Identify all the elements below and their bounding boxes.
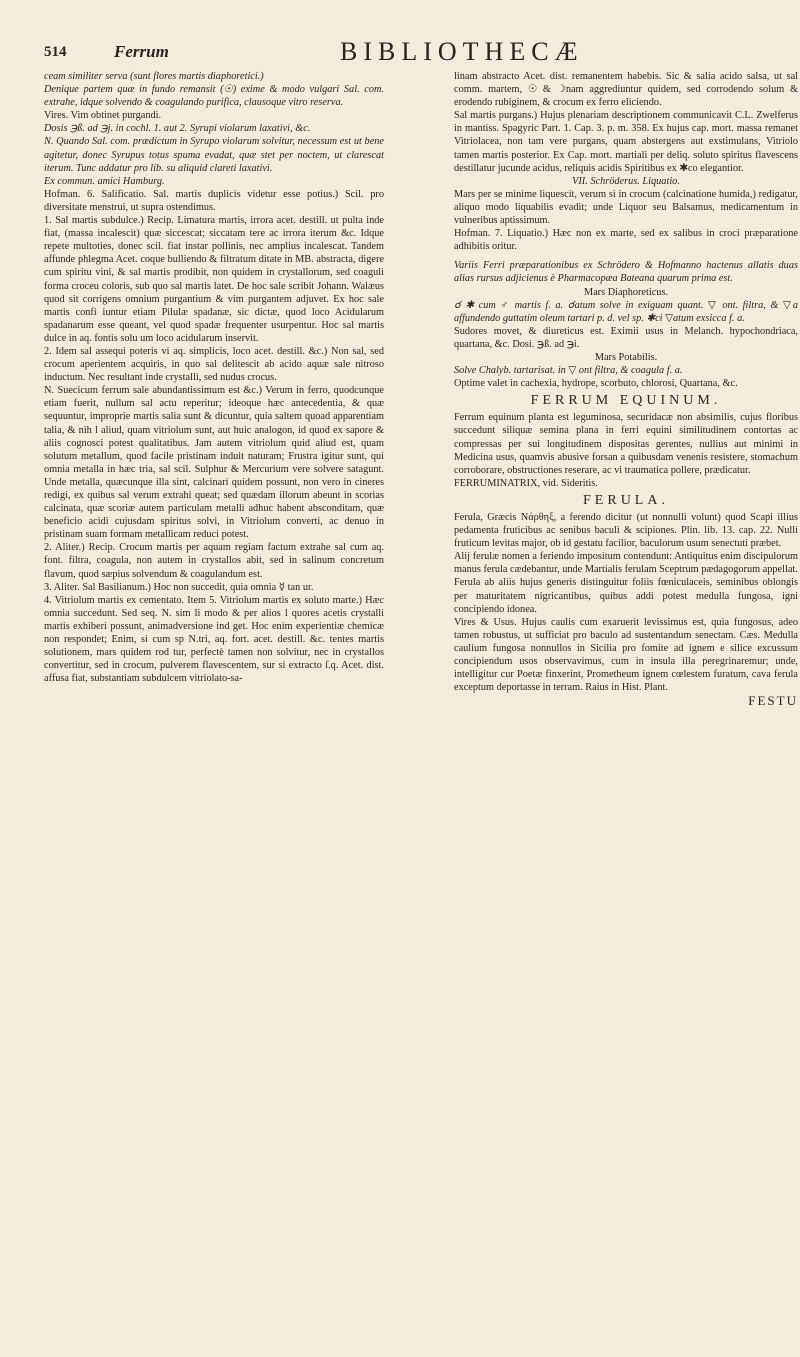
paragraph: Sudores movet, & diureticus est. Eximii usus in Melanch. hypochondriaca, quartana, &c. Dosi. ℈ß. ad ℈i. <box>454 325 798 350</box>
text-columns <box>44 70 798 1340</box>
paragraph: Solve Chalyb. tartarisat. in ▽ ont filtra, & coagula f. a. <box>454 365 683 377</box>
paragraph: Hofman. 7. Liquatio.) Hæc non ex marte, sed ex salibus in croci præparatione adhibitis oritur. <box>454 228 798 253</box>
paragraph: FERRUMINATRIX, vid. Sideritis. <box>454 477 598 489</box>
paragraph: 2. Aliter.) Recip. Crocum martis per aquam regiam factum extrahe sal cum aq. font. filtra, coagula, non autem in crystallos abit, sed in salinum concretum flavum, quod sæpius solvendum & coagulandum est. <box>44 542 384 580</box>
page-number: 514 <box>44 44 67 60</box>
paragraph: Sal martis purgans.) Hujus plenariam descriptionem communicavit C.L. Zwelferus in mantiss. Spagyric Part. 1. Cap. 3. p. m. 358. Ex hujus cap. mort. massa remanet Vitriolacea, non tam vere purgans, quam abstergens aut exstimulans, Vitriolo tamen martis posterior. Ex Cap. mort. martiali per deliq. soluto spiritus flavescens destillatur jucunde acidus, reliquis acidis Spiritibus ex ✱co elegantior. <box>454 110 798 174</box>
paragraph: Optime valet in cachexia, hydrope, scorbuto, chlorosi, Quartana, &c. <box>454 378 738 390</box>
paragraph: Hofman. 6. Salificatio. Sal. martis duplicis videtur esse potius.) Scil. pro diversitate menstrui, ut supra ostendimus. <box>44 188 384 213</box>
paragraph: ceam similiter serva (sunt flores martis diaphoretici.) <box>44 71 264 82</box>
running-word: Ferrum <box>114 42 169 61</box>
paragraph: VII. Schröderus. Liquatio. <box>572 175 680 187</box>
paragraph: Dosis ℈ß. ad ℈j. in cochl. 1. aut 2. Syrupi violarum laxativi, &c. <box>44 123 311 135</box>
paragraph: Vires & Usus. Hujus caulis cum exaruerit levissimus est, quia fungosus, adeo tamen robustus, ut sufficiat pro baculo ad sustentandum senectam. Cæs. Medulla caulium fungosa nonnullos in Sicilia pro fomite ad ignem e silice excussum concipiendum usos observavimus, cum in insula illa peregrinaremur; unde, intelligitur cur Poetæ finxerint, Prometheum ignem cœlestem furatum, cava ferula exceptum deportasse in terram. Raius in Hist. Plant. <box>454 616 798 694</box>
running-title: BIBLIOTHECÆ <box>340 37 584 66</box>
paragraph: Denique partem quæ in fundo remansit (☉) exime & modo vulgari Sal. com. extrahe, idque solvendo & coagulando purifica, clausoque vitro reserva. <box>44 84 384 109</box>
paragraph: 2. Idem sal assequi poteris vi aq. simplicis, loco acet. destill. &c.) Non sal, sed crocum aperientem acquiris, in quo sal delitescit ab acido aquæ sale nitroso inductum. Nec resultant inde crystalli, sed nudus crocus. <box>44 345 384 384</box>
paragraph: ☌ ✱ cum ♂ martis f. a. ☌atum solve in exiguam quant. ▽ ont. filtra, & ▽a affundendo guttatim oleum tartari p. d. vel sp. ✱ci ▽atum exsicca f. a. <box>454 299 798 324</box>
paragraph: FESTU <box>748 693 798 709</box>
paragraph: N. Suecicum ferrum sale abundantissimum est &c.) Verum in ferro, quodcunque etiam fuerit, nullum sal actu reperitur; ideoque hæc antecedentia, & quæ sequuntur, improprie martis salia sunt & dicuntur, quia saltem quoad apparentiam talia, & nih l aliud, quam vitriolum sunt, aut huic analogon, id quod ex sapore & aliis cognosci potest qualitatibus. Jam autem vitriolum quid aliud est, quam solutum metallum, quod facile pristinam induit naturam; Frustra igitur sunt, qui omnia metalla in hæc tria, sal scil. Sulphur & Mercurium vere solvere satagunt. Unde metalla, quæcunque illa sint, calcinari quidem possunt, non vero in cineres redigi, ex quibus sal verum extrahi queat; sed quædam illorum abeunt in scorias calcinata, quæ scoriæ autem particulam metalli adhuc habent absconditam, quæ beneficio acidi cujusdam spiritus solvi, in Vitriolum converti, ac denuo in pristinam suam formam metallicam reduci potest. <box>44 385 384 541</box>
paragraph: linam abstracto Acet. dist. remanentem habebis. Sic & salia acido salsa, ut sal comm. martem, ☉ & ☽nam aggrediuntur quidem, sed corrodendo solum & erodendo rubiginem, & crocum ex ferro eliciendo. <box>454 71 798 109</box>
paragraph: Ferula, Græcis Νάρθηξ, a ferendo dicitur (ut nonnulli volunt) quod Scapi illius pedamenta fruticibus ac senibus baculi & scipiones. Plin. lib. 13. cap. 22. Nulli fruticum levitas major, ob id gestatu facilior, baculorum usum senectuti præbet. <box>454 512 798 550</box>
paragraph: Vires. Vim obtinet purgandi. <box>44 110 162 122</box>
paragraph: 1. Sal martis subdulce.) Recip. Limatura martis, irrora acet. destill. ut pulta inde fiat, (massa incalescit) quæ siccescat; siccatam tere ac irrora iterum &c. Idque repete multoties, donec scil. fiat instar pollinis, nec amplius incalescat. Tandem affunde phlegma Acet. coque bulliendo & filtratum ditate in MB. abstracta, digere cum spiritu vini, & sal martis prodibit, non quidem in crystallorum, sed coaguli forma croceu coloris, sub quo sal martis latet. De hoc sale scribit Johann. Walæus quod sit corrigens omnium purgantium & vim purgantem adjuvet. Ex hoc sale martis confi iuntur etiam Pilulæ spadanæ, sic dictæ, quod loco Acidularum spadanarum esse queant, vel quod spadæ frequenter usurpentur. Hoc sal martis dulce in aq. fontis solu um loco acidularum inservit. <box>44 215 384 344</box>
paragraph: Mars Potabilis. <box>594 351 658 363</box>
running-head <box>44 37 758 70</box>
paragraph: FERULA. <box>583 492 669 508</box>
paragraph: Mars per se minime liquescit, verum si in crocum (calcinatione humida,) redigatur, aliquo modo liquabilis evadit; unde Liquor seu Balsamus, medicamentum in vulneribus aptissimum. <box>454 188 798 227</box>
paragraph: Mars Diaphoreticus. <box>583 286 669 298</box>
paragraph: N. Quando Sal. com. prædictum in Syrupo violarum solvitur, necessum est ut bene agitetur, donec Syrupus totus spuma evadat, quæ stet per noctem, ut clarescat iterum. Tunc addatur pro lib. su aliquid clareti laxativi. <box>44 136 384 174</box>
paragraph: Alij ferulæ nomen a feriendo impositum contendunt: Antiquitus enim discipulorum manus ferula cædebantur, unde Martialis ferulam Sceptrum pædagogorum appellat. <box>454 551 798 576</box>
paragraph: Variis Ferri præparationibus ex Schrödero & Hofmanno hactenus allatis duas alias rursus adjicienus è Pharmacopæa Bateana quarum prima est. <box>454 260 798 285</box>
paragraph: 4. Vitriolum martis ex cementato. Item 5. Vitriolum martis ex soluto marte.) Hæc omnia succedunt. Sed seq. N. sim li modo & per alios l quores acetis crystalli martis exhiberi possunt, animadversione ind get. Hoc enim experientiæ chemicæ non respondet; Enim, si cum sp N.tri, aq. fort. acet. destill. &c. tentes martis solutionem, mars quidem rod tur, perfectè tamen non solvitur, nec in crystallos convertitur, sed in crocum, pulverem flavescentem, sur si extracto ſ.q. Acet. dist. affusa fiat, substantiam subdulcem vitriolato-sa- <box>44 594 384 685</box>
paragraph: 3. Aliter. Sal Basilianum.) Hoc non succedit, quia omnia ☿ tan ur. <box>44 581 314 593</box>
left-column <box>44 70 384 685</box>
paragraph: Ferrum equinum planta est leguminosa, securidacæ non absimilis, cujus floribus succedunt siliquæ semina plana in ferri equini similitudinem contortas ac compressas per sui longitudinem dispositas gerentes, nullius aut minimi in Medicina usus, quamvis abusive forsan a quibusdam venenis resistere, stomachum corroborare, obstructiones reserare, ac vi traumatica pollere, prædicatur. <box>454 412 798 476</box>
paragraph: FERRUM EQUINUM. <box>530 393 722 409</box>
paragraph: Ferula ab aliis hujus generis distinguitur foliis fœniculaceis, seminibus oblongis per maturitatem nigricantibus, quibus addi potest medulla fungosa, igni concipiendo idonea. <box>454 577 798 615</box>
paragraph: Ex commun. amici Hamburg. <box>44 175 165 187</box>
right-column <box>454 70 798 707</box>
